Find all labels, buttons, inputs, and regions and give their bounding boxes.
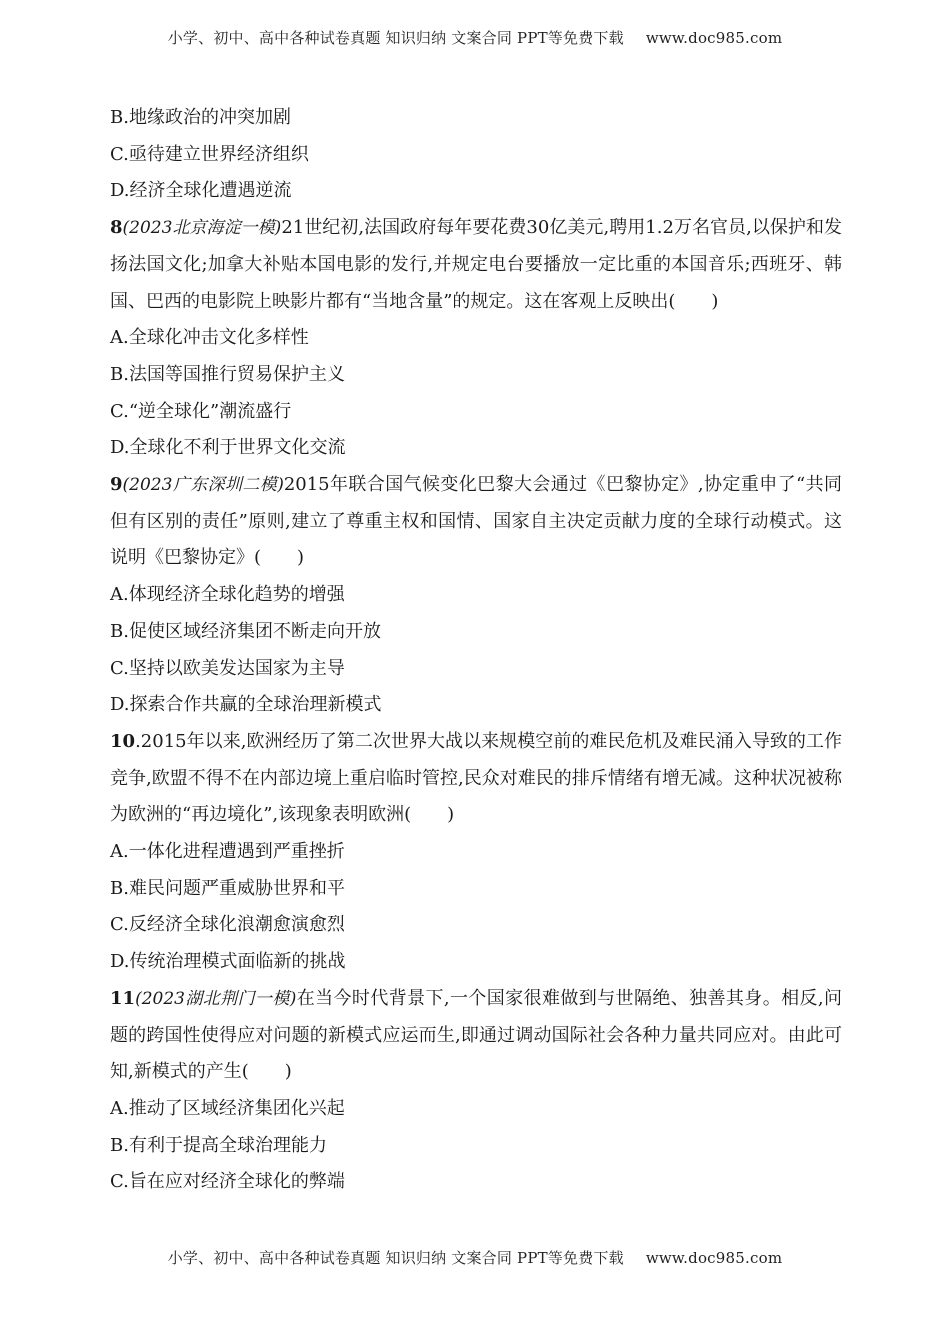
option-c: C.反经济全球化浪潮愈演愈烈	[110, 914, 345, 936]
question-text: .2015年以来,欧洲经历了第二次世界大战以来规模空前的难民危机及难民涌入导致的工作竞争,欧盟不得不在内部边境上重启临时管控,民众对难民的排斥情绪有增无减。这种状况被称为欧洲的“再边境化”,该现象表明欧洲( )	[110, 730, 842, 826]
question-source: (2023北京海淀一模)	[122, 218, 282, 239]
question-11	[110, 981, 842, 1201]
option-b: B.有利于提高全球治理能力	[110, 1134, 327, 1156]
option-d: D.经济全球化遭遇逆流	[110, 180, 292, 202]
question-text: 在当今时代背景下,一个国家很难做到与世隔绝、独善其身。相反,问题的跨国性使得应对问题的新模式应运而生,即通过调动国际社会各种力量共同应对。由此可知,新模式的产生( )	[110, 987, 842, 1083]
option-b: B.地缘政治的冲突加剧	[110, 107, 291, 128]
question-number: 9	[110, 474, 123, 496]
question-10	[110, 724, 842, 981]
question-number: 11	[110, 987, 136, 1009]
option-d: D.全球化不利于世界文化交流	[110, 437, 346, 459]
question-stem	[110, 210, 842, 320]
page-header	[0, 27, 950, 48]
question-9	[110, 467, 842, 724]
question-text: 2015年联合国气候变化巴黎大会通过《巴黎协定》,协定重申了“共同但有区别的责任”原则,建立了尊重主权和国情、国家自主决定贡献力度的全球行动模式。这说明《巴黎协定》( )	[110, 474, 842, 569]
question-source: (2023湖北荆门一模)	[135, 988, 297, 1009]
option-c: C.“逆全球化”潮流盛行	[110, 400, 292, 422]
option-d: D.探索合作共赢的全球治理新模式	[110, 694, 382, 716]
previous-question-options	[110, 100, 842, 210]
document-body	[110, 100, 842, 1201]
question-stem	[110, 981, 842, 1091]
question-source: (2023广东深圳二模)	[122, 475, 284, 496]
option-c: C.坚持以欧美发达国家为主导	[110, 657, 345, 679]
footer-site-link[interactable]: www.doc985.com	[645, 1249, 783, 1267]
header-site-link[interactable]: www.doc985.com	[645, 29, 783, 47]
footer-text: 小学、初中、高中各种试卷真题 知识归纳 文案合同 PPT等免费下载	[167, 1249, 624, 1267]
question-text: 21世纪初,法国政府每年要花费30亿美元,聘用1.2万名官员,以保护和发扬法国文化;加拿大补贴本国电影的发行,并规定电台要播放一定比重的本国音乐;西班牙、韩国、巴西的电影院上映影片都有“当地含量”的规定。这在客观上反映出( )	[110, 217, 842, 312]
option-b: B.难民问题严重威胁世界和平	[110, 877, 345, 899]
option-a: A.体现经济全球化趋势的增强	[110, 584, 345, 606]
option-a: A.推动了区域经济集团化兴起	[110, 1097, 345, 1119]
question-number: 10	[110, 730, 136, 752]
option-a: A.全球化冲击文化多样性	[110, 327, 309, 349]
question-number: 8	[110, 217, 123, 239]
question-stem	[110, 467, 842, 577]
question-8	[110, 210, 842, 467]
page-footer	[0, 1247, 950, 1268]
question-stem	[110, 724, 842, 834]
option-b: B.促使区域经济集团不断走向开放	[110, 620, 381, 642]
option-c: C.亟待建立世界经济组织	[110, 143, 309, 165]
header-text: 小学、初中、高中各种试卷真题 知识归纳 文案合同 PPT等免费下载	[167, 29, 624, 47]
option-b: B.法国等国推行贸易保护主义	[110, 363, 345, 385]
option-d: D.传统治理模式面临新的挑战	[110, 951, 346, 973]
option-c: C.旨在应对经济全球化的弊端	[110, 1171, 345, 1193]
option-a: A.一体化进程遭遇到严重挫折	[110, 841, 345, 863]
